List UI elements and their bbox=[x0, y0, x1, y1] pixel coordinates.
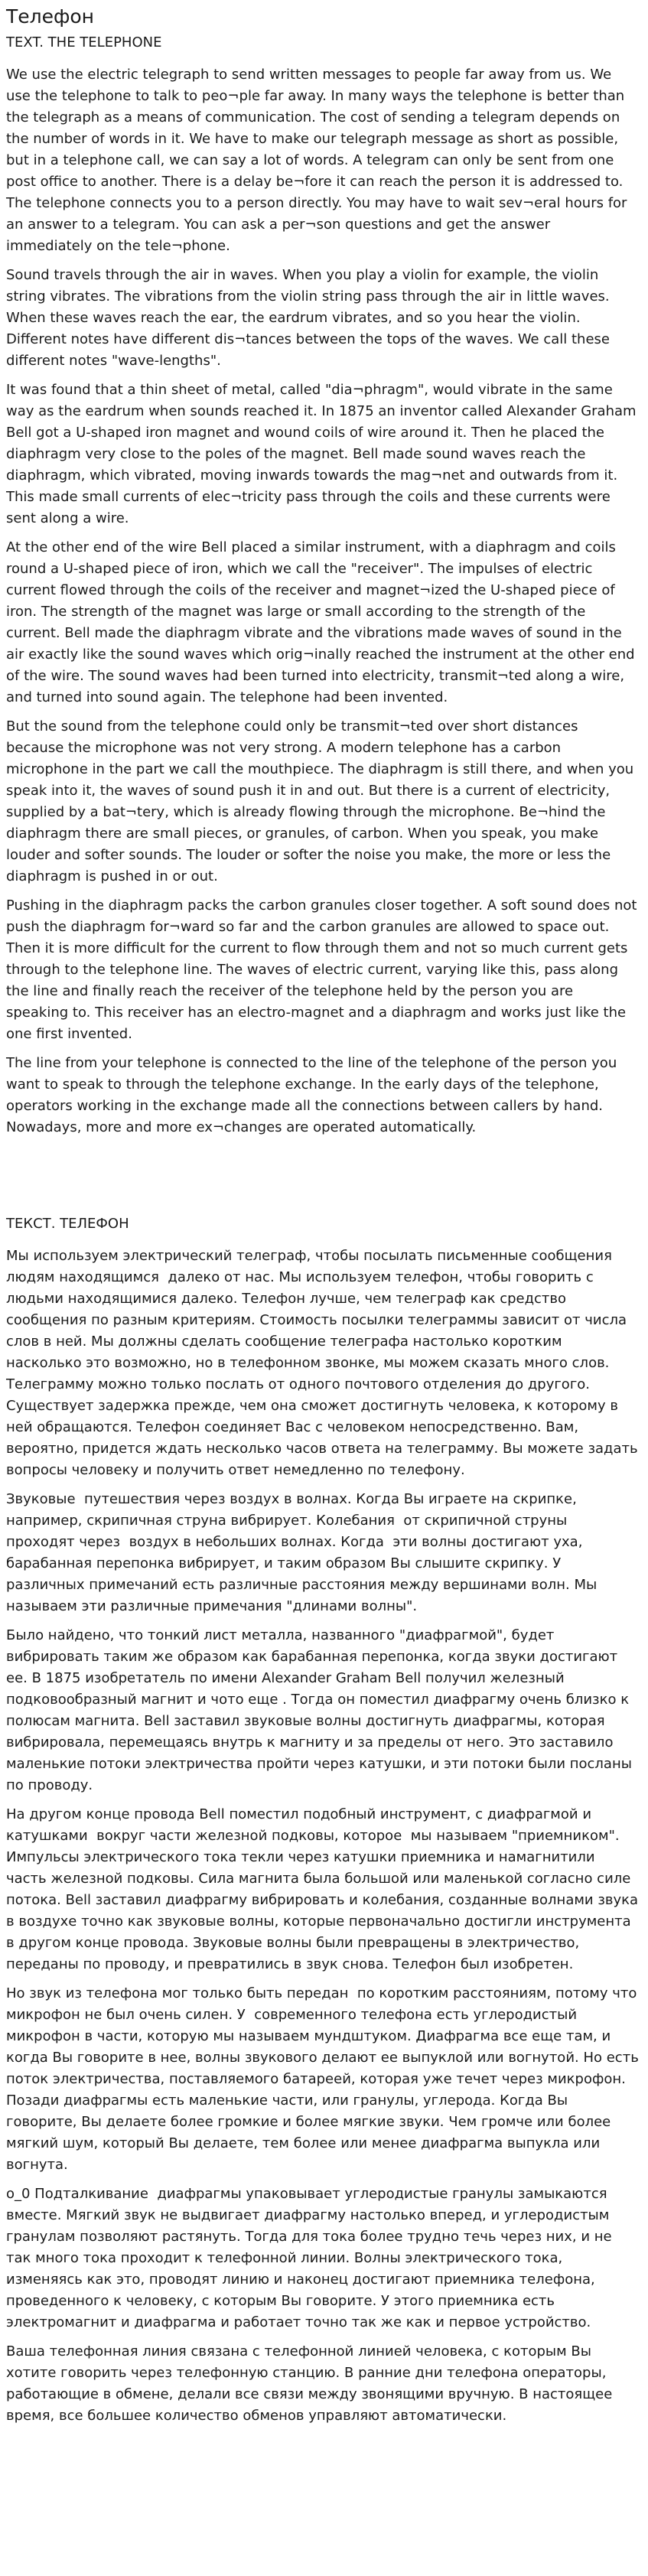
russian-paragraph-4: На другом конце провода Bell поместил подобный инструмент, с диафрагмой и катушками вокруг части железной подковы, которое мы называем "приемником". Импульсы электрического тока текли через катушки приемника и намагнитили часть железной подковы. Сила магнита была большой или маленькой согласно силе потока. Bell заставил диафрагму вибрировать и колебания, созданные волнами звука в воздухе точно как звуковые волны, которые первоначально достигли инструмента в другом конце провода. Звуковые волны были превращены в электричество, переданы по проводу, и превратились в звук снова. Телефон был изобретен. bbox=[6, 1806, 643, 1972]
english-paragraph-3: It was found that a thin sheet of metal, called "dia¬phragm", would vibrate in the same way as the eardrum when sounds reached it. In 1875 an inventor called Alexander Graham Bell got a U-shaped iron magnet and wound coils of wire around it. Then he placed the diaphragm very close to the poles of the magnet. Bell made sound waves reach the diaphragm, which vibrated, moving inwards towards the mag¬net and outwards from it. This made small currents of elec¬tricity pass through the coils and these currents were sent along a wire. bbox=[6, 382, 641, 526]
russian-paragraph-6: о_0 Подталкивание диафрагмы упаковывает углеродистые гранулы замыкаются вместе. Мягкий звук не выдвигает диафрагму настолько вперед, и углеродистым гранулам позволяют растянуть. Тогда для тока более трудно течь через них, и не так много тока проходит к телефонной линии. Волны электрического тока, изменяясь как это, проводят линию и наконец достигают приемника телефона, проведенного к человеку, с которым Вы говорите. У этого приемника есть электромагнит и диафрагма и работает точно так же как и первое устройство. bbox=[6, 2186, 617, 2330]
russian-heading: ТЕКСТ. ТЕЛЕФОН bbox=[6, 1216, 129, 1232]
english-section bbox=[6, 34, 642, 1138]
english-paragraph-2: Sound travels through the air in waves. When you play a violin for example, the violin string vibrates. The vibrations from the violin string pass through the air in little waves. When these waves reach the ear, the eardrum vibrates, and so you hear the violin. Different notes have different dis¬tances between the tops of the waves. We call these different notes "wave-lengths". bbox=[6, 267, 614, 369]
english-paragraph-6: Pushing in the diaphragm packs the carbon granules closer together. A soft sound does not push the diaphragm for¬ward so far and the carbon granules are allowed to space out. Then it is more difficult for the current to flow through them and not so much current gets through to the telephone line. The waves of electric current, varying like this, pass along the line and finally reach the receiver of the telephone held by the person you are speaking to. This receiver has an electro-magnet and a diaphragm and works just like the one first invented. bbox=[6, 897, 642, 1042]
page-title: Телефон bbox=[6, 5, 95, 28]
russian-paragraph-5: Но звук из телефона мог только быть передан по коротким расстояниям, потому что микрофон не был очень силен. У современного телефона есть углеродистый микрофон в части, которую мы называем мундштуком. Диафрагма все еще там, и когда Вы говорите в нее, волны звукового делают ее выпуклой или вогнутой. Но есть поток электричества, поставляемого батареей, которая уже течет через микрофон. Позади диафрагмы есть маленькие части, или гранулы, углерода. Когда Вы говорите, Вы делаете более громкие и более мягкие звуки. Чем громче или более мягкий шум, который Вы делаете, тем более или менее диафрагма выпукла или вогнута. bbox=[6, 1985, 646, 2173]
english-paragraph-1: We use the electric telegraph to send written messages to people far away from us. We use the telephone to talk to pео¬рlе far away. In many ways the telephone is better than the telegraph as a means of communication. The cost of sending a telegram depends on the number of words in it. We have to make our telegraph message as short as possible, but in a telephone call, we can say a lot of words. A telegram can only be sent from one post office to another. There is a delay be¬fore it can reach the person it is addressed to. The telephone connects you to a person directly. You may have to wait sev¬eral hours for an answer to a telegram. You can ask a per¬son questions and get the answer immediately on the tele¬phone. bbox=[6, 67, 632, 254]
section-spacer bbox=[6, 1146, 639, 1215]
english-paragraph-4: At the other end of the wire Bell placed a similar instrument, with a diaphragm and coils round a U-shaped piece of iron, which we call the "receiver". The impulses of electric current flowed through the coils of the receiver and magnet¬ized the U-shaped piece of iron. The strength of the magnet was large or small according to the strength of the current. Bell made the diaphragm vibrate and the vibrations made waves of sound in the air exactly like the sound waves which orig¬inally reached the instrument at the other end of the wire. The sound waves had been turned into electricity, transmit¬ted along a wire, and turned into sound again. The telephone had been invented. bbox=[6, 539, 640, 705]
russian-section bbox=[6, 1215, 646, 2427]
english-paragraph-7: The line from your telephone is connected to the line of the telephone of the person you want to speak to through the telephone exchange. In the early days of the telephone, operators working in the exchange made all the connections between callers by hand. Nowadays, more and more ex¬changes are operated automatically. bbox=[6, 1055, 621, 1135]
russian-paragraph-1: Мы используем электрический телеграф, чтобы посылать письменные сообщения людям находящимся далеко от нас. Мы используем телефон, чтобы говорить с людьми находящимися далеко. Телефон лучше, чем телеграф как средство сообщения по разным критериям. Стоимость посылки телеграммы зависит от числа слов в ней. Мы должны сделать сообщение телеграфа настолько коротким насколько это возможно, но в телефонном звонке, мы можем сказать много слов. Телеграмму можно только послать от одного почтового отделения до другого. Существует задержка прежде, чем она сможет достигнуть человека, к которому в ней обращаются. Телефон соединяет Вас с человеком непосредственно. Вам, вероятно, придется ждать несколько часов ответа на телеграмму. Вы можете задать вопросы человеку и получить ответ немедленно по телефону. bbox=[6, 1248, 643, 1478]
russian-paragraph-2: Звуковые путешествия через воздух в волнах. Когда Вы играете на скрипке, например, скрипичная струна вибрирует. Колебания от скрипичной струны проходят через воздух в небольших волнах. Когда эти волны достигают уха, барабанная перепонка вибрирует, и таким образом Вы слышите скрипку. У различных примечаний есть различные расстояния между вершинами волн. Мы называем эти различные примечания "длинами волны". bbox=[6, 1491, 601, 1614]
english-heading: TEXT. THE TELEPHONE bbox=[6, 34, 162, 50]
russian-paragraph-7: Ваша телефонная линия связана с телефонной линией человека, с которым Вы хотите говорить через телефонную станцию. В ранние дни телефона операторы, работающие в обмене, делали все связи между звонящими вручную. В настоящее время, все большее количество обменов управляют автоматически. bbox=[6, 2343, 617, 2424]
russian-paragraph-3: Было найдено, что тонкий лист металла, названного "диафрагмой", будет вибрировать таким же образом как барабанная перепонка, когда звуки достигают ее. В 1875 изобретатель по имени Alexander Graham Bell получил железный подковообразный магнит и чото еще . Тогда он поместил диафрагму очень близко к полюсам магнита. Bell заставил звуковые волны достигнуть диафрагмы, которая вибрировала, перемещаясь внутрь к магниту и за пределы от него. Это заставило маленькие потоки электричества пройти через катушки, и эти потоки были посланы по проводу. bbox=[6, 1627, 637, 1793]
english-paragraph-5: But the sound from the telephone could only be transmit¬ted over short distances because the microphone was not very strong. A modern telephone has a carbon microphone in the part we call the mouthpiece. The diaphragm is still there, and when you speak into it, the waves of sound push it in and out. But there is a current of electricity, supplied by a bat¬tery, which is already flowing through the microphone. Be¬hind the diaphragm there are small pieces, or granules, of carbon. When you speak, you make louder and softer sounds. The louder or softer the noise you make, the more or less the diaphragm is pushed in or out. bbox=[6, 718, 638, 884]
